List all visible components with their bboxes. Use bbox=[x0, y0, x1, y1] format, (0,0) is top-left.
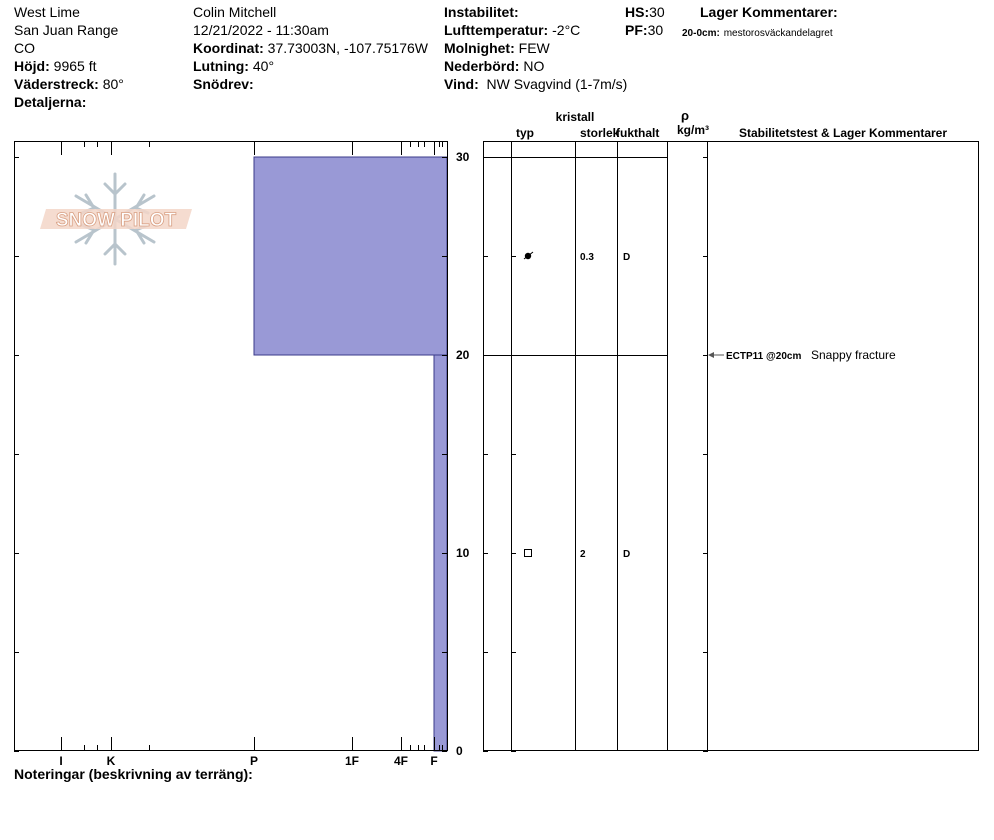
stability-arrow-head bbox=[708, 352, 714, 358]
y-tick-label: 10 bbox=[456, 546, 470, 560]
y-tick-label: 30 bbox=[456, 150, 470, 164]
logo-text: SNOW PILOT bbox=[55, 210, 177, 231]
air-temperature-value: -2°C bbox=[552, 22, 581, 38]
slope-value: 40° bbox=[252, 58, 275, 74]
data-table-frame bbox=[484, 142, 979, 751]
col-header-type: typ bbox=[516, 126, 534, 140]
hardness-layers bbox=[254, 157, 447, 751]
col-header-rho: ρ bbox=[680, 108, 690, 123]
wind-value: NW Svagvind (1-7m/s) bbox=[486, 76, 628, 92]
snow-height-value: 30 bbox=[649, 4, 665, 20]
col-header-crystal: kristall bbox=[555, 110, 595, 124]
elevation-value: 9965 ft bbox=[53, 58, 97, 74]
sky-cover-value: FEW bbox=[518, 40, 550, 56]
hardness-tick-label: 4F bbox=[393, 754, 409, 768]
col-header-stability: Stabilitetstest & Lager Kommentarer bbox=[738, 126, 948, 140]
coordinates-label: Koordinat: bbox=[193, 40, 264, 56]
hardness-bar bbox=[254, 157, 447, 355]
elevation-label: Höjd: bbox=[14, 58, 50, 74]
grain-size-value: 0.3 bbox=[580, 252, 594, 263]
location-name: West Lime bbox=[14, 4, 80, 20]
details-label: Detaljerna: bbox=[14, 94, 87, 110]
aspect-value: 80° bbox=[102, 76, 124, 92]
hardness-tick-label: P bbox=[249, 754, 259, 768]
moisture-value: D bbox=[623, 549, 631, 560]
mountain-range: San Juan Range bbox=[14, 22, 119, 38]
instability-label: Instabilitet: bbox=[444, 4, 519, 20]
slope-label: Lutning: bbox=[193, 58, 249, 74]
grain-symbol-faceted bbox=[525, 550, 532, 557]
hardness-tick-label: K bbox=[106, 754, 116, 768]
col-header-moisture: fukthalt bbox=[616, 126, 660, 140]
col-header-density-unit: kg/m³ bbox=[676, 123, 710, 137]
hardness-tick-label: 1F bbox=[344, 754, 360, 768]
stability-test-comment: Snappy fracture bbox=[811, 348, 896, 362]
sky-cover-label: Molnighet: bbox=[444, 40, 515, 56]
layer-comment-depth: 20-0cm: bbox=[682, 28, 720, 39]
layer-comments-title: Lager Kommentarer: bbox=[700, 4, 838, 20]
coordinates-value: 37.73003N, -107.75176W bbox=[267, 40, 428, 56]
wind-label: Vind: bbox=[444, 76, 479, 92]
observer-name: Colin Mitchell bbox=[193, 4, 277, 20]
grain-size-value: 2 bbox=[580, 549, 586, 560]
aspect-label: Väderstreck: bbox=[14, 76, 99, 92]
state: CO bbox=[14, 40, 35, 56]
y-tick-label: 0 bbox=[456, 744, 463, 758]
precipitation-label: Nederbörd: bbox=[444, 58, 520, 74]
notes-label: Noteringar (beskrivning av terräng): bbox=[14, 766, 253, 782]
observation-datetime: 12/21/2022 - 11:30am bbox=[193, 22, 329, 38]
precipitation-value: NO bbox=[523, 58, 545, 74]
pit-depth-label: PF: bbox=[625, 22, 648, 38]
layer-comment-text: mestorosväckandelagret bbox=[723, 28, 833, 39]
pit-depth-value: 30 bbox=[647, 22, 664, 38]
snowpilot-logo bbox=[40, 174, 192, 264]
moisture-value: D bbox=[623, 252, 631, 263]
hardness-tick-label: F bbox=[430, 754, 438, 768]
air-temperature-label: Lufttemperatur: bbox=[444, 22, 549, 38]
stability-test-code: ECTP11 @20cm bbox=[726, 351, 802, 362]
snow-height-label: HS: bbox=[625, 4, 650, 20]
col-header-size: storlek bbox=[580, 126, 620, 140]
drift-label: Snödrev: bbox=[193, 76, 254, 92]
y-tick-label: 20 bbox=[456, 348, 470, 362]
hardness-tick-label: I bbox=[59, 754, 63, 768]
